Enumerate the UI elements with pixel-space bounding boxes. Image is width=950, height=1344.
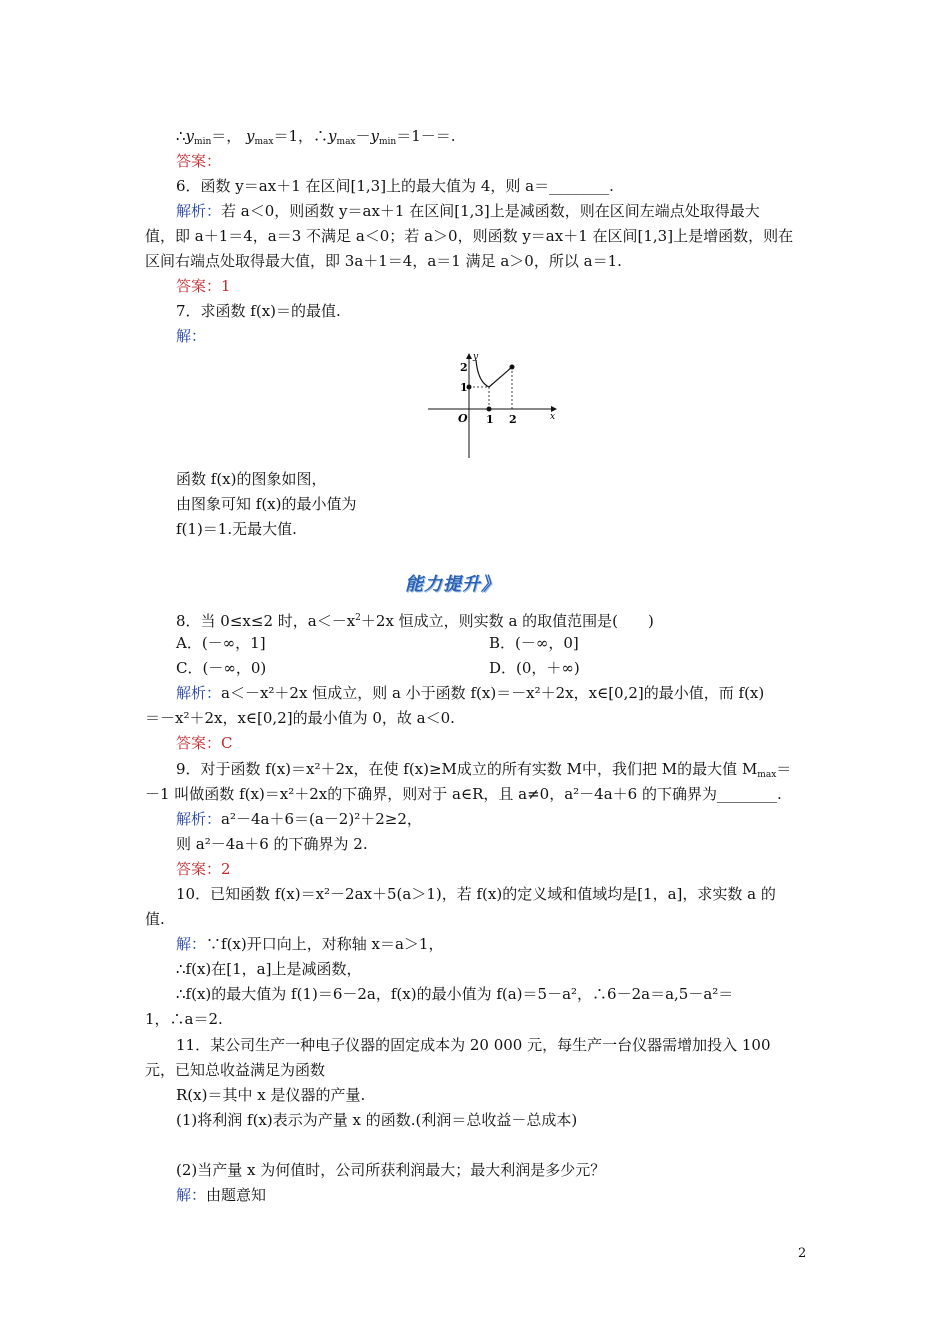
question-10-line-2: 值.	[145, 910, 165, 928]
solution-text: 若 a＜0，则函数 y＝ax＋1 在区间[1,3]上是减函数，则在区间左端点处取得最大	[221, 202, 760, 220]
x-axis-label: x	[550, 412, 556, 422]
origin-label: O	[458, 412, 468, 425]
q8-answer: 答案：C	[176, 734, 233, 752]
q10-solution-line-2: ∴f(x)在[1，a]上是减函数，	[176, 960, 362, 978]
tick-label-x2: 2	[509, 413, 517, 426]
question-11-line-2: 元，已知总收益满足为函数	[145, 1061, 326, 1079]
answer-label: 答案：	[176, 152, 222, 170]
question-11-part-1: (1)将利润 f(x)表示为产量 x 的函数.(利润＝总收益－总成本)	[176, 1111, 578, 1129]
q6-solution-line-1	[176, 201, 760, 221]
q9-subscript: max	[757, 770, 777, 780]
q7-solution-label: 解：	[176, 327, 207, 345]
q7-step-1: 函数 f(x)的图象如图，	[176, 470, 327, 488]
option-b: B．(－∞，0]	[489, 634, 579, 652]
solution-label: 解：	[176, 935, 207, 953]
banner-title: 能力提升》	[405, 574, 500, 595]
q9-solution-line-2: 则 a²－4a＋6 的下确界为 2.	[176, 835, 368, 853]
q6-answer: 答案：1	[176, 277, 231, 295]
section-banner	[405, 570, 555, 600]
point-x1	[487, 407, 492, 412]
q11-solution-line-1	[176, 1185, 266, 1205]
text-line: $\therefore y_{min}=$， $y_{max}=1$，$\therefore y_{max}-y_{min}=1-=$.	[176, 127, 456, 147]
solution-label: 解析：	[176, 810, 222, 828]
question-7: 7．求函数 f(x)＝的最值.	[176, 302, 341, 320]
q9-text-end: ＝	[776, 760, 792, 778]
solution-text: ∵f(x)开口向上，对称轴 x＝a＞1，	[206, 935, 444, 953]
solution-text: a＜－x²＋2x 恒成立，则 a 小于函数 f(x)＝－x²＋2x，x∈[0,2]的最小值，而 f(x)	[221, 684, 765, 702]
tick-label-y2: 2	[460, 361, 468, 374]
line-segment	[489, 367, 512, 387]
q9-solution-line-1	[176, 809, 422, 829]
option-c: C．(－∞，0)	[176, 659, 267, 677]
q7-step-2: 由图象可知 f(x)的最小值为	[176, 495, 357, 513]
option-a: A．(－∞，1]	[176, 634, 266, 652]
question-10-line-1: 10．已知函数 f(x)＝x²－2ax＋5(a＞1)，若 f(x)的定义域和值域均是[1，a]，求实数 a 的	[176, 885, 776, 903]
text-fragment: ＝， y	[211, 127, 255, 145]
solution-text: 由题意知	[206, 1186, 267, 1204]
y-axis-label: y	[473, 352, 479, 362]
question-11-part-2: (2)当产量 x 为何值时，公司所获利润最大；最大利润是多少元？	[176, 1161, 606, 1179]
q10-solution-line-4: 1，∴a＝2.	[145, 1010, 223, 1028]
point-end	[510, 365, 515, 370]
question-11-line-1: 11．某公司生产一种电子仪器的固定成本为 20 000 元，每生产一台仪器需增加投入 100	[176, 1036, 771, 1054]
solution-label: 解析：	[176, 202, 222, 220]
question-6: 6．函数 y＝ax＋1 在区间[1,3]上的最大值为 4，则 a＝________.	[176, 177, 614, 195]
question-9-line-2: －1 叫做函数 f(x)＝x²＋2x的下确界，则对于 a∈R，且 a≠0，a²－4a＋6 的下确界为________.	[145, 785, 782, 803]
solution-label: 解：	[176, 1186, 207, 1204]
q8-text: 8．当 0≤x≤2 时，a＜－x	[176, 612, 356, 630]
tick-label-x1: 1	[486, 413, 494, 426]
tick-label-y1: 1	[460, 381, 468, 394]
q10-solution-line-1	[176, 934, 443, 954]
q9-text: 9．对于函数 f(x)＝x²＋2x，在使 f(x)≥M成立的所有实数 M中，我们把 M的最大值 M	[176, 760, 758, 778]
q10-solution-line-3: ∴f(x)的最大值为 f(1)＝6－2a，f(x)的最小值为 f(a)＝5－a²，∴6－2a＝a,5－a²＝	[176, 985, 734, 1003]
q7-step-3: f(1)＝1.无最大值.	[176, 520, 297, 538]
q9-answer: 答案：2	[176, 860, 231, 878]
question-9-line-1	[176, 759, 791, 785]
option-d: D．(0，＋∞)	[489, 659, 580, 677]
question-11-line-3: R(x)＝其中 x 是仪器的产量.	[176, 1086, 366, 1104]
q8-text-cont: ＋2x 恒成立，则实数 a 的取值范围是( )	[360, 612, 654, 630]
page-number: 2	[798, 1246, 807, 1261]
solution-label: 解析：	[176, 684, 222, 702]
function-graph	[424, 350, 560, 462]
q6-solution-line-2: 值，即 a＋1＝4，a＝3 不满足 a＜0；若 a＞0，则函数 y＝ax＋1 在区间[1,3]上是增函数，则在	[145, 227, 794, 245]
q8-solution-line-1	[176, 683, 764, 703]
question-8: 8．当 0≤x≤2 时，$a<-x^2+2x$ 恒成立，则实数 a 的取值范围是( )	[176, 612, 654, 630]
q6-solution-line-3: 区间右端点处取得最大值，即 3a＋1＝4，a＝1 满足 a＞0，所以 a＝1.	[145, 252, 622, 270]
solution-text: a²－4a＋6＝(a－2)²＋2≥2，	[221, 810, 422, 828]
curve-left	[476, 360, 489, 387]
q8-solution-line-2: ＝－x²＋2x，x∈[0,2]的最小值为 0，故 a＜0.	[145, 709, 455, 727]
